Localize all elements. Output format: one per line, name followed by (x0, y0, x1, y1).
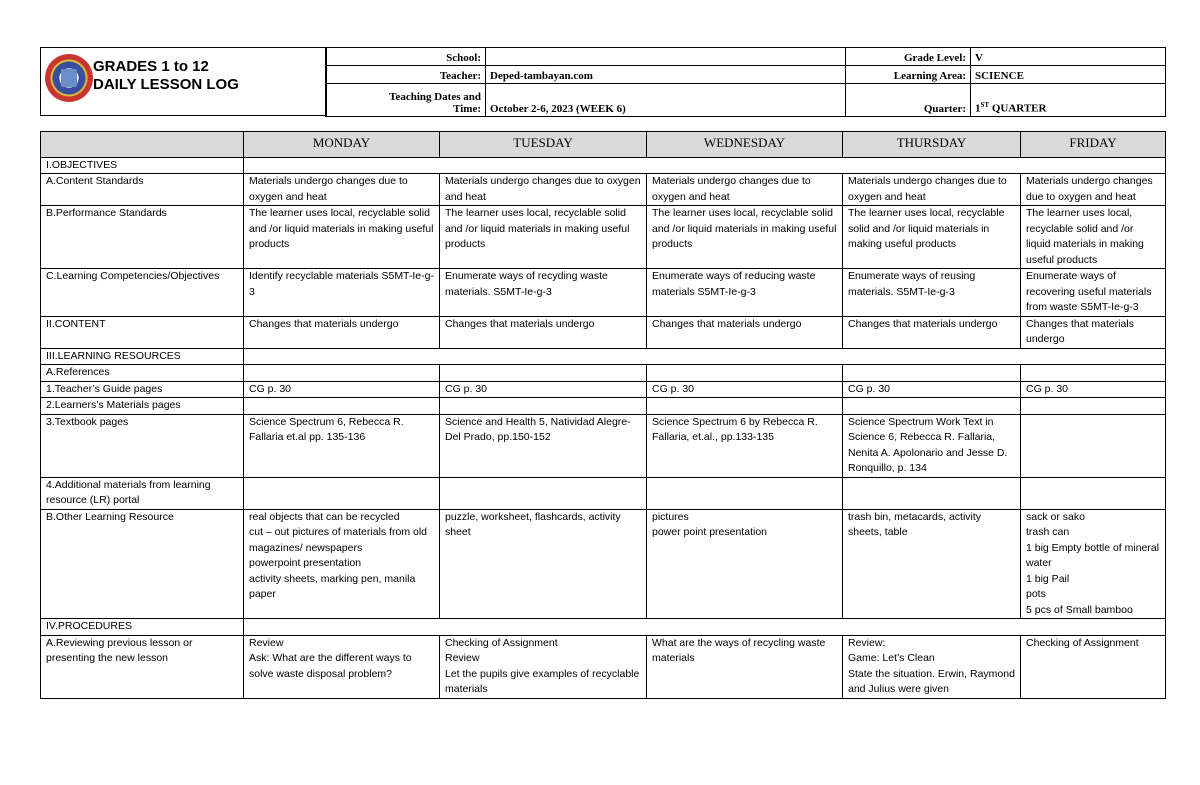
cell-thursday: The learner uses local, recyclable solid and /or liquid materials in making useful products (843, 206, 1021, 269)
cell-friday: The learner uses local, recyclable solid and /or liquid materials in making useful products (1021, 206, 1166, 269)
quarter-suffix: ST (980, 101, 990, 110)
dates-value: October 2-6, 2023 (WEEK 6) (486, 84, 846, 117)
cell-monday: Science Spectrum 6, Rebecca R. Fallaria et.al pp. 135-136 (244, 414, 440, 477)
row-label: A.References (41, 365, 244, 382)
row-label: I.OBJECTIVES (41, 157, 244, 174)
header-info-table (325, 47, 1166, 117)
table-row (41, 381, 1166, 398)
day-header-wednesday: WEDNESDAY (647, 132, 843, 158)
cell-monday (244, 477, 440, 509)
cell-wednesday (647, 477, 843, 509)
cell-friday: Enumerate ways of recovering useful materials from waste S5MT-Ie-g-3 (1021, 269, 1166, 317)
title-line-2: DAILY LESSON LOG (93, 76, 239, 93)
cell-tuesday: Science and Health 5, Natividad Alegre-Del Prado, pp.150-152 (440, 414, 647, 477)
table-row (41, 365, 1166, 382)
cell-tuesday: The learner uses local, recyclable solid and /or liquid materials in making useful products (440, 206, 647, 269)
day-header-thursday: THURSDAY (843, 132, 1021, 158)
day-header-friday: FRIDAY (1021, 132, 1166, 158)
merged-section-cell (244, 619, 1166, 636)
grade-level-value: V (971, 48, 1166, 66)
cell-tuesday: CG p. 30 (440, 381, 647, 398)
deped-seal-icon (45, 54, 93, 102)
cell-monday (244, 365, 440, 382)
dates-label-line-1: Teaching Dates and (389, 91, 481, 103)
cell-wednesday: Materials undergo changes due to oxygen and heat (647, 174, 843, 206)
merged-section-cell (244, 348, 1166, 365)
dates-label (326, 84, 486, 117)
school-value (486, 48, 846, 66)
cell-friday (1021, 398, 1166, 415)
row-label: 2.Learners’s Materials pages (41, 398, 244, 415)
cell-thursday (843, 365, 1021, 382)
cell-thursday: trash bin, metacards, activity sheets, table (843, 509, 1021, 619)
teacher-value: Deped-tambayan.com (486, 66, 846, 84)
day-header-monday: MONDAY (244, 132, 440, 158)
day-header-row (41, 132, 1166, 158)
cell-tuesday: Materials undergo changes due to oxygen and heat (440, 174, 647, 206)
cell-wednesday: pictures power point presentation (647, 509, 843, 619)
cell-monday: Changes that materials undergo (244, 316, 440, 348)
row-label: IV.PROCEDURES (41, 619, 244, 636)
cell-friday (1021, 414, 1166, 477)
table-row (41, 619, 1166, 636)
row-label: II.CONTENT (41, 316, 244, 348)
cell-wednesday: Changes that materials undergo (647, 316, 843, 348)
row-label: B.Other Learning Resource (41, 509, 244, 619)
table-row (41, 398, 1166, 415)
cell-monday: Materials undergo changes due to oxygen and heat (244, 174, 440, 206)
row-label: 4.Additional materials from learning resource (LR) portal (41, 477, 244, 509)
row-label: 3.Textbook pages (41, 414, 244, 477)
cell-friday: Materials undergo changes due to oxygen and heat (1021, 174, 1166, 206)
cell-tuesday: Enumerate ways of recyding waste materials. S5MT-Ie-g-3 (440, 269, 647, 317)
row-label: 1.Teacher’s Guide pages (41, 381, 244, 398)
cell-tuesday (440, 398, 647, 415)
cell-wednesday: The learner uses local, recyclable solid and /or liquid materials in making useful products (647, 206, 843, 269)
quarter-text: QUARTER (989, 103, 1047, 115)
table-row (41, 269, 1166, 317)
cell-friday (1021, 477, 1166, 509)
cell-tuesday (440, 365, 647, 382)
table-row (41, 206, 1166, 269)
header-title (93, 58, 239, 94)
quarter-number: 1 (975, 103, 981, 115)
cell-wednesday: What are the ways of recycling waste materials (647, 635, 843, 698)
school-label: School: (326, 48, 486, 66)
learning-area-value: SCIENCE (971, 66, 1166, 84)
quarter-value (971, 84, 1166, 117)
cell-monday: Review Ask: What are the different ways to solve waste disposal problem? (244, 635, 440, 698)
cell-wednesday (647, 398, 843, 415)
grade-level-label: Grade Level: (846, 48, 971, 66)
cell-monday: CG p. 30 (244, 381, 440, 398)
row-label: A.Content Standards (41, 174, 244, 206)
cell-thursday: Changes that materials undergo (843, 316, 1021, 348)
row-label: C.Learning Competencies/Objectives (41, 269, 244, 317)
table-row (41, 316, 1166, 348)
cell-thursday (843, 477, 1021, 509)
row-label: III.LEARNING RESOURCES (41, 348, 244, 365)
table-row (41, 477, 1166, 509)
cell-wednesday: Science Spectrum 6 by Rebecca R. Fallaria, et.al., pp.133-135 (647, 414, 843, 477)
cell-friday (1021, 365, 1166, 382)
cell-thursday: Enumerate ways of reusing materials. S5MT-Ie-g-3 (843, 269, 1021, 317)
cell-monday: Identify recyclable materials S5MT-Ie-g-3 (244, 269, 440, 317)
cell-tuesday: Changes that materials undergo (440, 316, 647, 348)
cell-tuesday: puzzle, worksheet, flashcards, activity sheet (440, 509, 647, 619)
cell-thursday: CG p. 30 (843, 381, 1021, 398)
cell-tuesday: Checking of Assignment Review Let the pupils give examples of recyclable materials (440, 635, 647, 698)
teacher-label: Teacher: (326, 66, 486, 84)
cell-wednesday: Enumerate ways of reducing waste materials S5MT-Ie-g-3 (647, 269, 843, 317)
cell-wednesday: CG p. 30 (647, 381, 843, 398)
cell-thursday (843, 398, 1021, 415)
quarter-label: Quarter: (846, 84, 971, 117)
row-label: A.Reviewing previous lesson or presenting the new lesson (41, 635, 244, 698)
row-label: B.Performance Standards (41, 206, 244, 269)
cell-monday: The learner uses local, recyclable solid and /or liquid materials in making useful products (244, 206, 440, 269)
cell-thursday: Science Spectrum Work Text in Science 6, Rebecca R. Fallaria, Nenita A. Apolonario and Jesse D. Ronquillo, p. 134 (843, 414, 1021, 477)
table-row (41, 348, 1166, 365)
cell-wednesday (647, 365, 843, 382)
cell-monday (244, 398, 440, 415)
cell-thursday: Materials undergo changes due to oxygen and heat (843, 174, 1021, 206)
header-title-box (40, 47, 327, 116)
learning-area-label: Learning Area: (846, 66, 971, 84)
table-row (41, 157, 1166, 174)
header-corner-cell (41, 132, 244, 158)
cell-thursday: Review: Game: Let’s Clean State the situation. Erwin, Raymond and Julius were given (843, 635, 1021, 698)
cell-tuesday (440, 477, 647, 509)
cell-monday: real objects that can be recycled cut – out pictures of materials from old magazines/ newspapers powerpoint presentation activity sheets, marking pen, manila paper (244, 509, 440, 619)
table-row (41, 635, 1166, 698)
title-line-1: GRADES 1 to 12 (93, 58, 209, 75)
cell-friday: sack or sako trash can 1 big Empty bottle of mineral water 1 big Pail pots 5 pcs of Small bamboo (1021, 509, 1166, 619)
daily-lesson-table (40, 131, 1166, 699)
table-row (41, 509, 1166, 619)
cell-friday: Checking of Assignment (1021, 635, 1166, 698)
table-row (41, 174, 1166, 206)
dates-label-line-2: Time: (453, 103, 481, 115)
merged-section-cell (244, 157, 1166, 174)
table-row (41, 414, 1166, 477)
day-header-tuesday: TUESDAY (440, 132, 647, 158)
cell-friday: CG p. 30 (1021, 381, 1166, 398)
cell-friday: Changes that materials undergo (1021, 316, 1166, 348)
